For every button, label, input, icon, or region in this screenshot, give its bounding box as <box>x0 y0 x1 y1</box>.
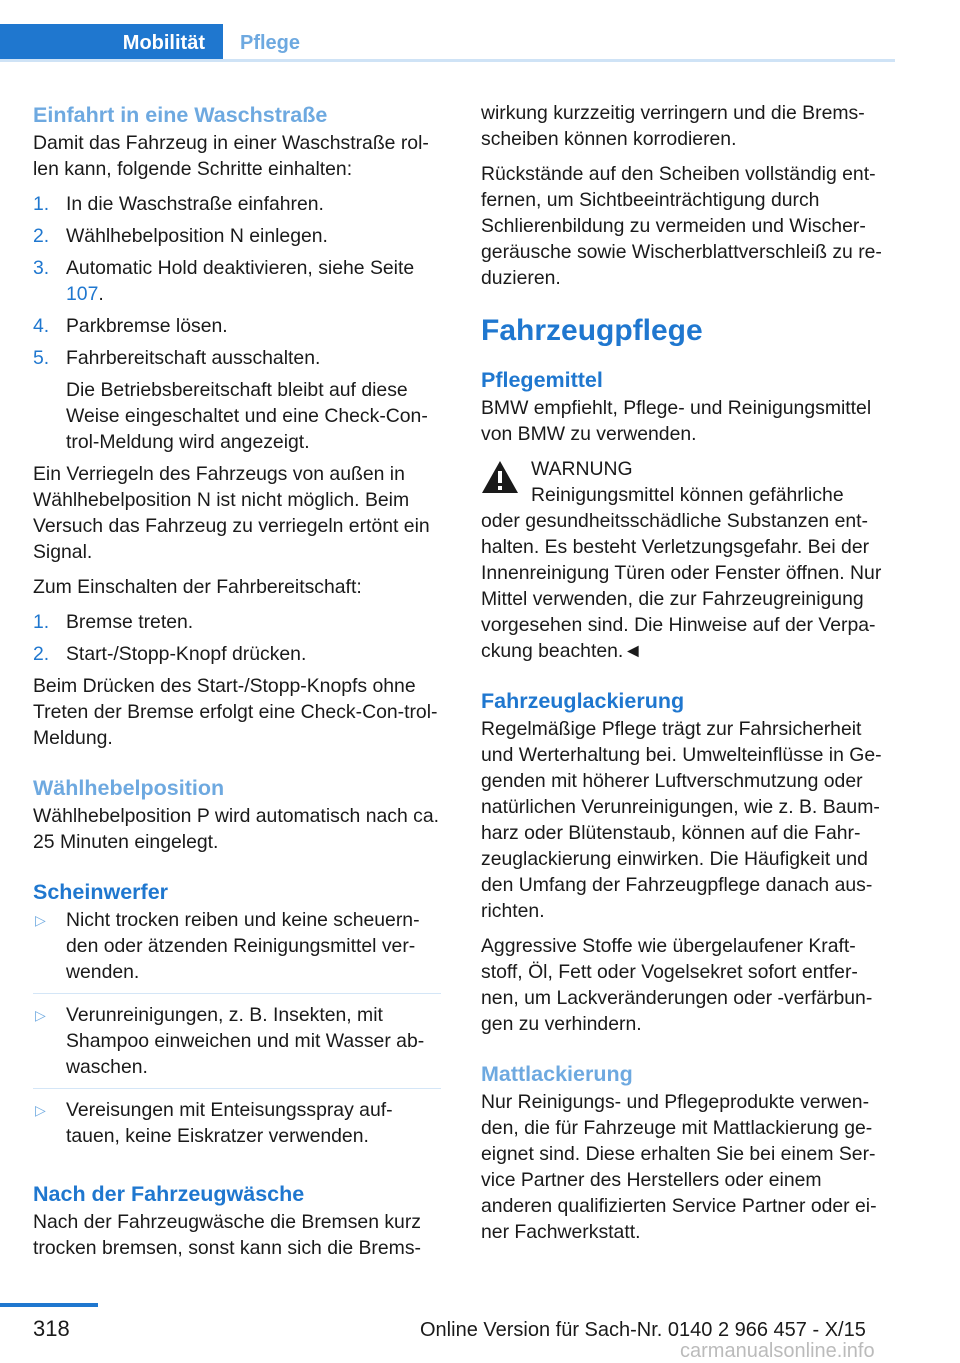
lackierung-text: Regelmäßige Pflege trägt zur Fahrsicherheit und Werterhaltung bei. Umwelteinflüsse in Ge-genden mit höherer Luftverschmutzung oder natürlichen Verunreinigungen, wie z. B. Baum-harz oder Blütenstaub, können auf die Fahr-zeuglackierung einwirken. Die Häufigkeit und den Umfang der Fahrzeugpflege danach aus-richten. <box>481 718 882 922</box>
lock-text: Ein Verriegeln des Fahrzeugs von außen in Wählhebelposition N ist nicht möglich. Beim Versuch das Fahrzeug zu verriegeln ertönt ein Signal. <box>33 463 430 563</box>
continued-text: wirkung kurzzeitig verringern und die Brems-scheiben können korrodieren. <box>481 102 865 150</box>
section-title-waschstrasse: Einfahrt in eine Waschstraße <box>33 103 328 127</box>
page-link[interactable]: 107 <box>66 283 99 305</box>
tab-mobilitaet-label: Mobilität <box>122 31 205 54</box>
section-title-scheinwerfer: Scheinwerfer <box>33 880 169 904</box>
step-text: In die Waschstraße einfahren. <box>66 193 324 215</box>
triangle-right-icon: ▷ <box>35 1007 46 1023</box>
list-item <box>33 641 441 667</box>
warning-triangle-icon <box>481 460 519 494</box>
step-text: Parkbremse lösen. <box>66 315 228 337</box>
list-item <box>33 255 441 307</box>
step-number: 5. <box>33 347 50 369</box>
footer-rule <box>0 1303 98 1307</box>
watermark: carmanualsonline.info <box>680 1340 875 1362</box>
warning-body: oder gesundheitsschädliche Substanzen ent-halten. Es besteht Verletzungsgefahr. Bei der Innenreinigung Türen oder Fenster öffnen. Nur Mittel verwenden, die zur Fahrzeugreinigung vorgesehen sind. Die Hinweise auf der Verpa-ckung beachten.◄ <box>481 510 882 662</box>
step-number: 2. <box>33 643 50 665</box>
scheinwerfer-list <box>33 907 441 1157</box>
switch-on-text: Zum Einschalten der Fahrbereitschaft: <box>33 576 362 598</box>
warning-first-line: Reinigungsmittel können gefährliche <box>531 484 844 506</box>
section-title-mattlackierung: Mattlackierung <box>481 1062 633 1086</box>
online-version-text: Online Version für Sach-Nr. 0140 2 966 457 - X/15 <box>420 1319 866 1341</box>
step-text: Bremse treten. <box>66 611 194 633</box>
list-item <box>33 609 441 635</box>
warning-label: WARNUNG <box>531 458 633 480</box>
warning-box <box>481 456 895 664</box>
list-item <box>33 191 441 217</box>
press-text: Beim Drücken des Start-/Stopp-Knopfs ohne Treten der Bremse erfolgt eine Check-Con-trol-Meldung. <box>33 675 438 749</box>
section-title-pflegemittel: Pflegemittel <box>481 368 603 392</box>
nach-waesche-text: Nach der Fahrzeugwäsche die Bremsen kurz trocken bremsen, sonst kann sich die Brems- <box>33 1211 421 1259</box>
step-number: 4. <box>33 315 50 337</box>
list-item <box>33 1002 441 1089</box>
step-text-after: . <box>98 283 104 305</box>
lackierung-text-2: Aggressive Stoffe wie übergelaufener Kraft-stoff, Öl, Fett oder Vogelsekret sofort entfer-nen, um Lackveränderungen oder -verfärbun-gen zu verhindern. <box>481 935 873 1035</box>
intro-text: Damit das Fahrzeug in einer Waschstraße rol-len kann, folgende Schritte einhalten: <box>33 132 429 180</box>
list-item <box>33 313 441 339</box>
list-item <box>33 223 441 249</box>
step-text: Automatic Hold deaktivieren, siehe Seite <box>66 257 415 279</box>
step-number: 3. <box>33 257 50 279</box>
left-column <box>33 100 441 1270</box>
pflegemittel-text: BMW empfiehlt, Pflege- und Reinigungsmittel von BMW zu verwenden. <box>481 397 872 445</box>
list-item <box>33 345 441 455</box>
bullet-text: Vereisungen mit Enteisungsspray auf-tauen, keine Eiskratzer verwenden. <box>66 1099 393 1147</box>
section-title-nach-waesche: Nach der Fahrzeugwäsche <box>33 1182 305 1206</box>
triangle-right-icon: ▷ <box>35 1102 46 1118</box>
tab-pflege-label: Pflege <box>240 31 301 54</box>
section-title-lackierung: Fahrzeuglackierung <box>481 689 685 713</box>
mattlackierung-text: Nur Reinigungs- und Pflegeprodukte verwen-den, die für Fahrzeuge mit Mattlackierung ge-eignet sind. Diese erhalten Sie bei einem Ser-vice Partner des Herstellers oder einem anderen qualifizierten Service Partner oder ei-ner Fachwerkstatt. <box>481 1091 877 1243</box>
bullet-text: Verunreinigungen, z. B. Insekten, mit Shampoo einweichen und mit Wasser ab-waschen. <box>66 1004 425 1078</box>
right-column <box>481 100 895 1254</box>
tab-pflege[interactable] <box>240 24 300 62</box>
page-number: 318 <box>33 1316 70 1341</box>
step-subtext: Die Betriebsbereitschaft bleibt auf diese Weise eingeschaltet und eine Check-Con-trol-Meldung wird angezeigt. <box>66 379 428 453</box>
step-number: 2. <box>33 225 50 247</box>
header-tabs <box>0 24 895 62</box>
section-title-waehlhebel: Wählhebelposition <box>33 776 225 800</box>
tab-mobilitaet[interactable] <box>0 24 223 62</box>
wash-steps-list <box>33 191 441 455</box>
switch-on-steps-list <box>33 609 441 667</box>
step-number: 1. <box>33 611 50 633</box>
triangle-right-icon: ▷ <box>35 912 46 928</box>
step-text: Start-/Stopp-Knopf drücken. <box>66 643 307 665</box>
waehlhebel-text: Wählhebelposition P wird automatisch nach ca. 25 Minuten eingelegt. <box>33 805 439 853</box>
step-text: Wählhebelposition N einlegen. <box>66 225 328 247</box>
step-text: Fahrbereitschaft ausschalten. <box>66 347 321 369</box>
residue-text: Rückstände auf den Scheiben vollständig ent-fernen, um Sichtbeeinträchtigung durch Schlierenbildung zu vermeiden und Wischer-geräusche sowie Wischerblattverschleiß zu re-duzieren. <box>481 163 882 289</box>
list-item <box>33 907 441 994</box>
header-rule <box>0 59 895 62</box>
list-item <box>33 1097 441 1157</box>
bullet-text: Nicht trocken reiben und keine scheuern-den oder ätzenden Reinigungsmittel ver-wenden. <box>66 909 420 983</box>
step-number: 1. <box>33 193 50 215</box>
chapter-title: Fahrzeugpflege <box>481 314 703 347</box>
